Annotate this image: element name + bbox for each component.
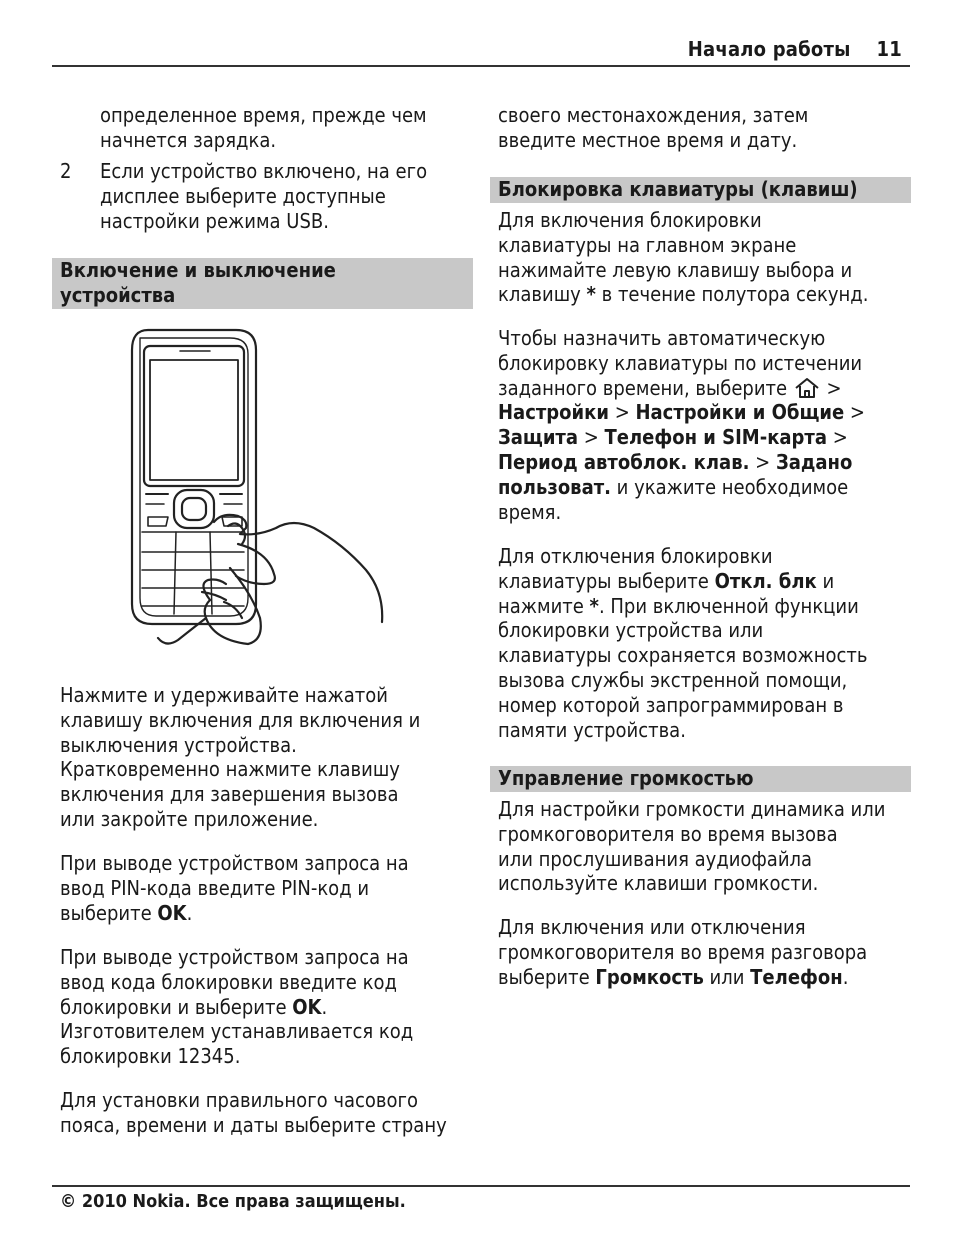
keylock-para-2: Чтобы назначить автоматическую блокировку клавиатуры по истечении заданного времени, выберите > Настройки > Настройки и Общие > Защита > Телефон и SIM-карта > Период автоблок. клав. > Задано пользоват. и укажите необходимое время. — [498, 326, 865, 524]
header-section: Начало работы — [687, 37, 851, 61]
left-para-3: При выводе устройством запроса на ввод кода блокировки введите код блокировки и выберите OK. Изготовителем устанавливается код блокировки 12345. — [60, 945, 414, 1069]
list-number: 2 — [60, 159, 72, 183]
section-title-volume: Управление громкостью — [490, 766, 911, 792]
home-icon — [793, 377, 821, 399]
footer-rule — [52, 1185, 910, 1187]
keylock-para-1: Для включения блокировки клавиатуры на главном экране нажимайте левую клавишу выбора и клавишу * в течение полутора секунд. — [498, 208, 869, 307]
section-title-keylock: Блокировка клавиатуры (клавиш) — [490, 177, 911, 203]
left-para-2: При выводе устройством запроса на ввод PIN-кода введите PIN-код и выберите OK. — [60, 851, 409, 925]
running-header — [688, 37, 902, 61]
left-continuation: определенное время, прежде чем начнется зарядка. — [100, 103, 427, 152]
keylock-para-3: Для отключения блокировки клавиатуры выберите Откл. блк и нажмите *. При включенной функции блокировки устройства или клавиатуры сохраняется возможность вызова службы экстренной помощи, номер которой запрограммирован в памяти устройства. — [498, 544, 868, 742]
right-continuation: своего местонахождения, затем введите местное время и дату. — [498, 103, 809, 152]
list-item-2: 2 Если устройство включено, на его дисплее выберите доступные настройки режима USB. — [60, 159, 428, 233]
left-para-1: Нажмите и удерживайте нажатой клавишу включения для включения и выключения устройства. Кратковременно нажмите клавишу включения для завершения вызова или закройте приложение. — [60, 683, 421, 831]
volume-para-1: Для настройки громкости динамика или громкоговорителя во время вызова или прослушивания аудиофайла используйте клавиши громкости. — [498, 797, 886, 896]
section-title-power: Включение и выключение устройства — [52, 258, 473, 309]
page-number: 11 — [876, 37, 902, 61]
left-para-4: Для установки правильного часового пояса, времени и даты выберите страну — [60, 1088, 447, 1137]
volume-para-2: Для включения или отключения громкоговорителя во время разговора выберите Громкость или Телефон. — [498, 915, 868, 989]
header-rule — [52, 65, 910, 67]
phone-illustration — [118, 322, 390, 662]
copyright: © 2010 Nokia. Все права защищены. — [60, 1191, 406, 1212]
